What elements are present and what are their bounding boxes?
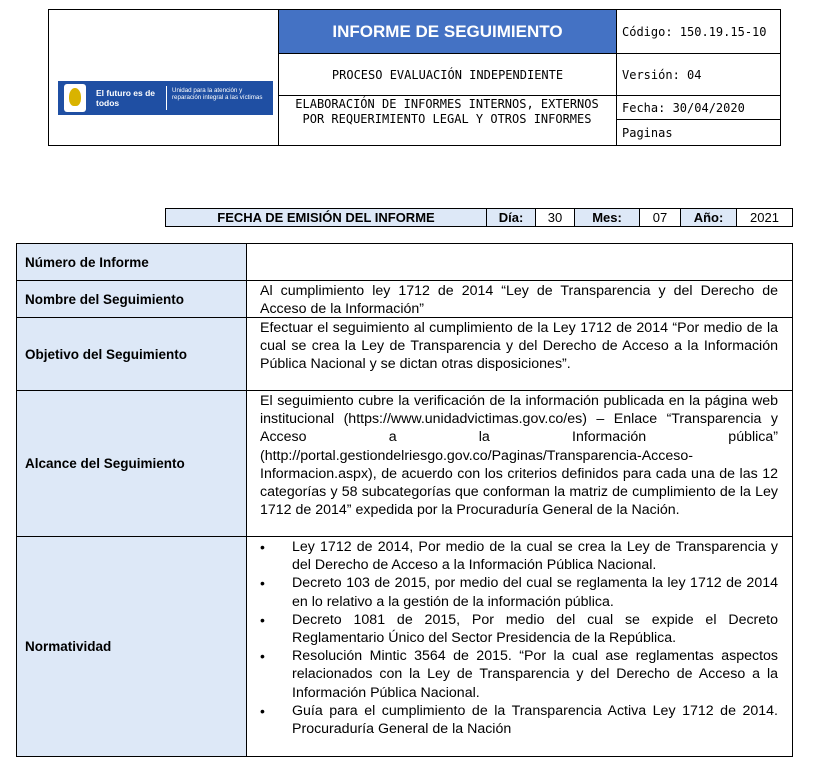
list-item: • Decreto 103 de 2015, por medio del cual se reglamenta la ley 1712 de 2014 en lo relativo a la gestión de la información pública. [260,574,778,610]
list-item: • Decreto 1081 de 2015, Por medio del cual se expide el Decreto Reglamentario Único del Sector Presidencia de la República. [260,611,778,647]
row-label: Objetivo del Seguimiento [16,318,247,391]
row-label: Alcance del Seguimiento [16,391,247,537]
document-title: INFORME DE SEGUIMIENTO [279,10,616,53]
list-item: • Ley 1712 de 2014, Por medio de la cual se crea la Ley de Transparencia y del Derecho de Acceso a la Información Pública Nacional. [260,538,778,574]
logo-entity: Unidad para la atención y reparación integral a las víctimas [172,87,263,102]
row-label: Nombre del Seguimiento [16,281,247,318]
dia-value: 30 [535,208,575,227]
logo-slogan: El futuro es de todos [96,88,156,108]
document-pages: Paginas [622,125,673,140]
document-code: Código: 150.19.15-10 [622,24,767,39]
anio-value: 2021 [736,208,793,227]
anio-label: Año: [680,208,737,227]
document-version: Versión: 04 [622,67,702,82]
process-name: PROCESO EVALUACIÓN INDEPENDIENTE [331,67,564,82]
fecha-emision-row [165,208,793,227]
fecha-emision-label: FECHA DE EMISIÓN DEL INFORME [165,208,487,227]
mes-label: Mes: [574,208,640,227]
row-value: El seguimiento cubre la verificación de la información publicada en la página web institucional (https://www.unidadvictimas.gov.co/es) – Enlace “Transparencia y Acceso a la Información pública” (http://portal.gestiondelriesgo.gov.co/Paginas/Transparencia-Acceso-Informacion.aspx), de acuerdo con los criterios definidos para cada una de las 12 categorías y 58 subcategorías que conforman la matriz de cumplimiento de la Ley 1712 de 2014” expedida por la Procuraduría General de la Nación. [247,391,793,537]
procedure-name: ELABORACIÓN DE INFORMES INTERNOS, EXTERNOS POR REQUERIMIENTO LEGAL Y OTROS INFORMES [295,97,599,126]
row-label: Número de Informe [16,244,247,281]
row-value [247,537,793,757]
list-item: • Resolución Mintic 3564 de 2015. “Por la cual ase reglamentas aspectos relacionados con la Ley de Transparencia y del Derecho de Acceso a la Información Pública Nacional. [260,647,778,702]
mes-value: 07 [639,208,681,227]
list-item: • Guía para el cumplimiento de la Transparencia Activa Ley 1712 de 2014. Procuraduría General de la Nación [260,702,778,738]
row-label: Normatividad [16,537,247,757]
row-value [247,244,793,281]
document-date: Fecha: 30/04/2020 [622,100,745,115]
row-value: Efectuar el seguimiento al cumplimiento de la Ley 1712 de 2014 “Por medio de la cual se crea la Ley de Transparencia y del Derecho de Acceso a la Información Pública Nacional y se dictan otras disposiciones”. [247,318,793,391]
dia-label: Día: [486,208,536,227]
normatividad-list [260,538,778,738]
row-value: Al cumplimiento ley 1712 de 2014 “Ley de Transparencia y del Derecho de Acceso de la Información” [247,281,793,318]
